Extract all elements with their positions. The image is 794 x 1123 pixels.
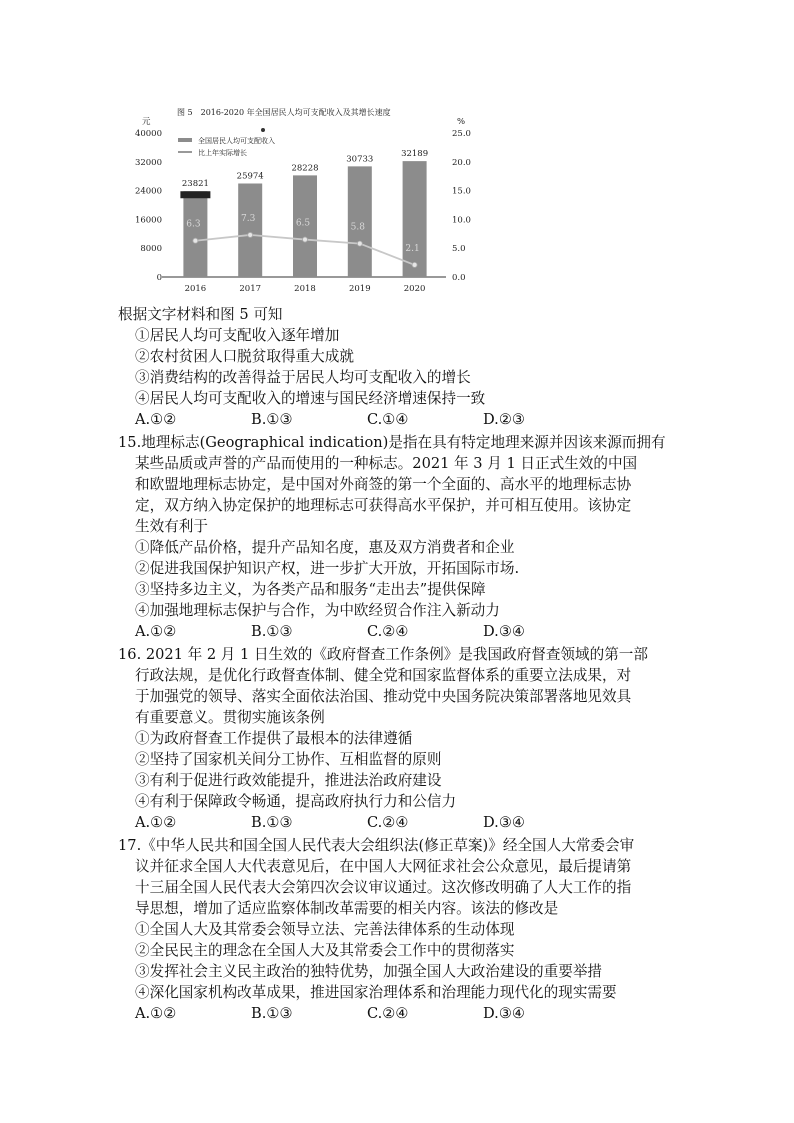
category-label: 2019 xyxy=(348,284,371,294)
q15-item-4: ④加强地理标志保护与合作，为中欧经贸合作注入新动力 xyxy=(135,602,500,619)
q16-item-2: ②坚持了国家机关间分工协作、互相监督的原则 xyxy=(135,751,442,768)
q16-line-2: 行政法规，是优化行政督查体制、健全党和国家监督体系的重要立法成果，对 xyxy=(135,667,632,684)
right-tick-label: 0.0 xyxy=(452,273,466,283)
growth-value-label: 6.5 xyxy=(295,218,311,229)
q17-item-4: ④深化国家机构改革成果，推进国家治理体系和治理能力现代化的现实需要 xyxy=(135,984,617,1001)
intro-item-4: ④居民人均可支配收入的增速与国民经济增速保持一致 xyxy=(135,390,486,407)
growth-point xyxy=(303,237,308,242)
right-tick-label: 20.0 xyxy=(452,157,471,168)
growth-value-label: 2.1 xyxy=(405,243,420,254)
option-a: A.①② xyxy=(135,623,177,640)
title-dot xyxy=(261,128,265,132)
left-tick-label: 40000 xyxy=(134,129,162,139)
left-tick-label: 0 xyxy=(156,273,162,283)
left-tick-label: 16000 xyxy=(134,215,162,226)
q16-options xyxy=(118,812,678,833)
option-b: B.①③ xyxy=(251,623,293,640)
growth-point xyxy=(193,238,198,243)
intro-item-3: ③消费结构的改善得益于居民人均可支配收入的增长 xyxy=(135,369,471,386)
right-tick-label: 15.0 xyxy=(452,186,471,197)
question-16 xyxy=(118,644,678,833)
left-tick-label: 24000 xyxy=(134,186,162,197)
option-a: A.①② xyxy=(135,1005,177,1022)
growth-value-label: 5.8 xyxy=(350,222,365,233)
q16-item-1: ①为政府督查工作提供了最根本的法律遵循 xyxy=(135,730,413,747)
option-b: B.①③ xyxy=(251,1005,293,1022)
q17-line-2: 议并征求全国人大代表意见后，在中国人大网征求社会公众意见，最后提请第 xyxy=(135,858,632,875)
category-label: 2017 xyxy=(239,284,262,294)
q15-item-3: ③坚持多边主义，为各类产品和服务“走出去”提供保障 xyxy=(135,581,486,598)
left-tick-label: 8000 xyxy=(140,244,162,255)
legend-bar-label: 全国居民人均可支配收入 xyxy=(198,137,275,145)
right-tick-label: 5.0 xyxy=(452,244,466,255)
question-15 xyxy=(118,432,678,642)
income-chart xyxy=(120,100,480,305)
bar-value-label: 25974 xyxy=(236,171,264,182)
q17-options xyxy=(118,1003,678,1024)
q17-line-3: 十三届全国人民代表大会第四次会议审议通过。这次修改明确了人大工作的指 xyxy=(135,879,632,896)
bar-value-label: 23821 xyxy=(181,179,209,190)
option-b: B.①③ xyxy=(251,411,293,428)
q15-line-2: 某些品质或声誉的产品而使用的一种标志。2021 年 3 月 1 日正式生效的中国 xyxy=(135,455,638,472)
q15-item-1: ①降低产品价格，提升产品知名度，惠及双方消费者和企业 xyxy=(135,539,515,556)
q17-item-2: ②全民民主的理念在全国人大及其常委会工作中的贯彻落实 xyxy=(135,942,515,959)
option-c: C.②④ xyxy=(367,814,409,831)
q16-item-4: ④有利于保障政令畅通，提高政府执行力和公信力 xyxy=(135,793,457,810)
left-unit-label: 元 xyxy=(142,117,151,127)
intro-item-1: ①居民人均可支配收入逐年增加 xyxy=(135,327,340,344)
bar-value-label: 28228 xyxy=(291,163,319,174)
legend-line-label: 比上年实际增长 xyxy=(198,149,247,157)
category-label: 2020 xyxy=(403,284,426,294)
right-unit-label: % xyxy=(457,117,466,127)
option-d: D.②③ xyxy=(483,411,525,428)
option-c: C.②④ xyxy=(367,1005,409,1022)
q15-line-5: 生效有利于 xyxy=(135,518,208,535)
q15-line-4: 定，双方纳入协定保护的地理标志可获得高水平保护，并可相互使用。该协定 xyxy=(135,497,632,514)
q16-item-3: ③有利于促进行政效能提升，推进法治政府建设 xyxy=(135,772,442,789)
q17-item-3: ③发挥社会主义民主政治的独特优势，加强全国人大政治建设的重要举措 xyxy=(135,963,603,980)
legend-bar-swatch xyxy=(178,138,192,142)
option-d: D.③④ xyxy=(483,623,525,640)
q16-line-3: 于加强党的领导、落实全面依法治国、推动党中央国务院决策部署落地见效具 xyxy=(135,688,632,705)
option-c: C.①④ xyxy=(367,411,409,428)
q17-line-4: 导思想，增加了适应监察体制改革需要的相关内容。该法的修改是 xyxy=(135,900,559,917)
q15-line-1: 15.地理标志(Geographical indication)是指在具有特定地理来源并因该来源而拥有 xyxy=(118,434,666,451)
option-a: A.①② xyxy=(135,814,177,831)
bar-value-label: 32189 xyxy=(401,149,429,160)
q15-line-3: 和欧盟地理标志协定，是中国对外商签的第一个全面的、高水平的地理标志协 xyxy=(135,476,632,493)
bar-value-label: 30733 xyxy=(346,154,374,165)
intro-options xyxy=(118,409,678,430)
bar xyxy=(183,191,207,277)
option-a: A.①② xyxy=(135,411,177,428)
intro-item-2: ②农村贫困人口脱贫取得重大成就 xyxy=(135,348,354,365)
q15-item-2: ②促进我国保护知识产权，进一步扩大开放，开拓国际市场. xyxy=(135,560,520,577)
income-chart-svg xyxy=(120,100,480,305)
option-c: C.②④ xyxy=(367,623,409,640)
bar xyxy=(403,161,427,277)
chart-intro-stem: 根据文字材料和图 5 可知 xyxy=(118,306,283,323)
bar xyxy=(238,183,262,277)
q15-options xyxy=(118,621,678,642)
growth-point xyxy=(248,232,253,237)
left-tick-label: 32000 xyxy=(134,157,162,168)
category-label: 2018 xyxy=(294,284,316,294)
q16-line-1: 16. 2021 年 2 月 1 日生效的《政府督查工作条例》是我国政府督查领域的第一部 xyxy=(118,646,648,663)
option-d: D.③④ xyxy=(483,1005,525,1022)
question-17 xyxy=(118,835,678,1024)
growth-point xyxy=(412,262,417,267)
growth-point xyxy=(357,241,362,246)
right-tick-label: 10.0 xyxy=(452,215,471,226)
bar-highlight xyxy=(180,191,210,198)
category-label: 2016 xyxy=(184,284,207,294)
q17-line-1: 17.《中华人民共和国全国人民代表大会组织法(修正草案)》经全国人大常委会审 xyxy=(118,837,635,854)
q17-item-1: ①全国人大及其常委会领导立法、完善法律体系的生动体现 xyxy=(135,921,515,938)
option-d: D.③④ xyxy=(483,814,525,831)
growth-value-label: 6.3 xyxy=(186,219,201,230)
chart-title: 图 5 2016-2020 年全国居民人均可支配收入及其增长速度 xyxy=(177,108,391,117)
growth-value-label: 7.3 xyxy=(241,213,256,224)
question-content xyxy=(118,304,678,1024)
option-b: B.①③ xyxy=(251,814,293,831)
right-tick-label: 25.0 xyxy=(452,129,471,139)
q16-line-4: 有重要意义。贯彻实施该条例 xyxy=(135,709,325,726)
